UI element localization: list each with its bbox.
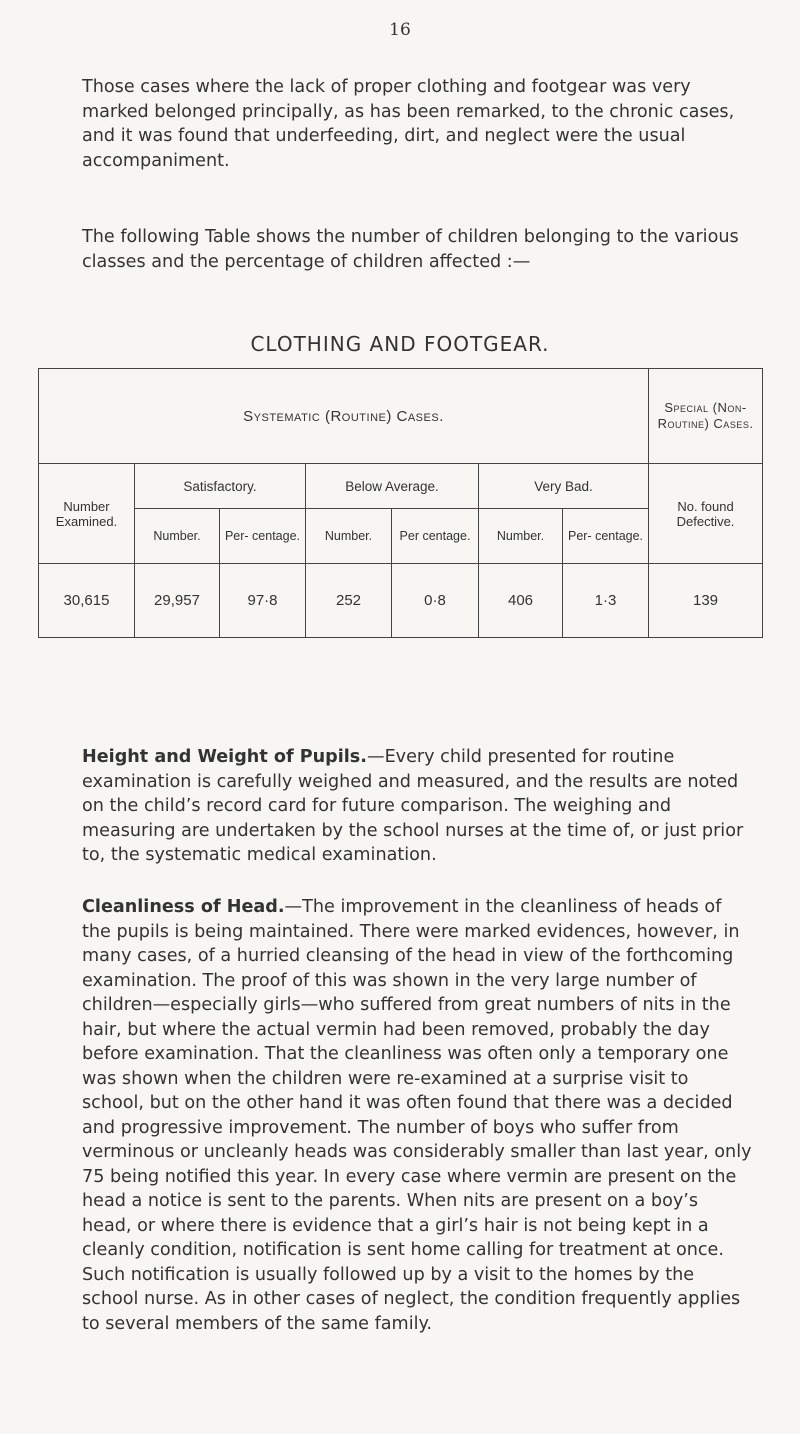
very-bad-number-value: 406 — [479, 564, 563, 638]
number-examined-value: 30,615 — [39, 564, 135, 638]
table-intro-paragraph: The following Table shows the number of children belonging to the various classes and the percentage of children affected :— — [82, 227, 739, 272]
table-title: CLOTHING AND FOOTGEAR. — [250, 332, 550, 356]
below-average-number-header: Number. — [306, 509, 392, 564]
below-average-number-value: 252 — [306, 564, 392, 638]
very-bad-percentage-value: 1·3 — [563, 564, 649, 638]
height-weight-section — [82, 745, 752, 868]
table-row — [39, 564, 763, 638]
height-weight-heading: Height and Weight of Pupils. — [82, 747, 367, 767]
cleanliness-body: —The improvement in the cleanliness of heads of the pupils is being maintained. There were marked evidences, however, in many cases, of a hurried cleansing of the head in view of the forthcoming examination. The proof of this was shown in the very large number of children—especially girls—who suffered from great numbers of nits in the hair, but where the actual vermin had been removed, probably the day before examination. That the cleanliness was often only a temporary one was shown when the children were re-examined at a surprise visit to school, but on the other hand it was often found that there was a decided and progressive improvement. The number of boys who suffer from verminous or uncleanly heads was considerably smaller than last year, only 75 being notified this year. In every case where vermin are present on the head a notice is sent to the parents. When nits are present on a boy’s head, or where there is evidence that a girl’s hair is not being kept in a cleanly condition, notification is sent home calling for treatment at once. Such notification is usually followed up by a visit to the homes by the school nurse. As in other cases of neglect, the condition frequently applies to several members of the same family. — [82, 897, 752, 1334]
page-number: 16 — [389, 20, 411, 40]
special-cases-header: Special (Non-Routine) Cases. — [649, 369, 763, 464]
systematic-cases-header: Systematic (Routine) Cases. — [39, 369, 649, 464]
number-examined-header: Number Examined. — [39, 464, 135, 564]
satisfactory-percentage-value: 97·8 — [220, 564, 306, 638]
clothing-footgear-table — [38, 368, 763, 638]
below-average-percentage-header: Per centage. — [392, 509, 479, 564]
cleanliness-heading: Cleanliness of Head. — [82, 897, 285, 917]
satisfactory-header: Satisfactory. — [135, 464, 306, 509]
very-bad-number-header: Number. — [479, 509, 563, 564]
below-average-percentage-value: 0·8 — [392, 564, 479, 638]
very-bad-percentage-header: Per- centage. — [563, 509, 649, 564]
no-found-defective-value: 139 — [649, 564, 763, 638]
satisfactory-percentage-header: Per- centage. — [220, 509, 306, 564]
very-bad-header: Very Bad. — [479, 464, 649, 509]
height-weight-body: —Every child presented for routine examination is carefully weighed and measured, and the results are noted on the child’s record card for future comparison. The weighing and measuring are undertaken by the school nurses at the time of, or just prior to, the systematic medical examination. — [82, 747, 744, 865]
satisfactory-number-header: Number. — [135, 509, 220, 564]
satisfactory-number-value: 29,957 — [135, 564, 220, 638]
cleanliness-section — [82, 895, 752, 1336]
no-found-defective-header: No. found Defective. — [649, 464, 763, 564]
intro-paragraph: Those cases where the lack of proper clothing and footgear was very marked belonged principally, as has been remarked, to the chronic cases, and it was found that underfeeding, dirt, and neglect were the usual accompaniment. — [82, 77, 735, 171]
below-average-header: Below Average. — [306, 464, 479, 509]
